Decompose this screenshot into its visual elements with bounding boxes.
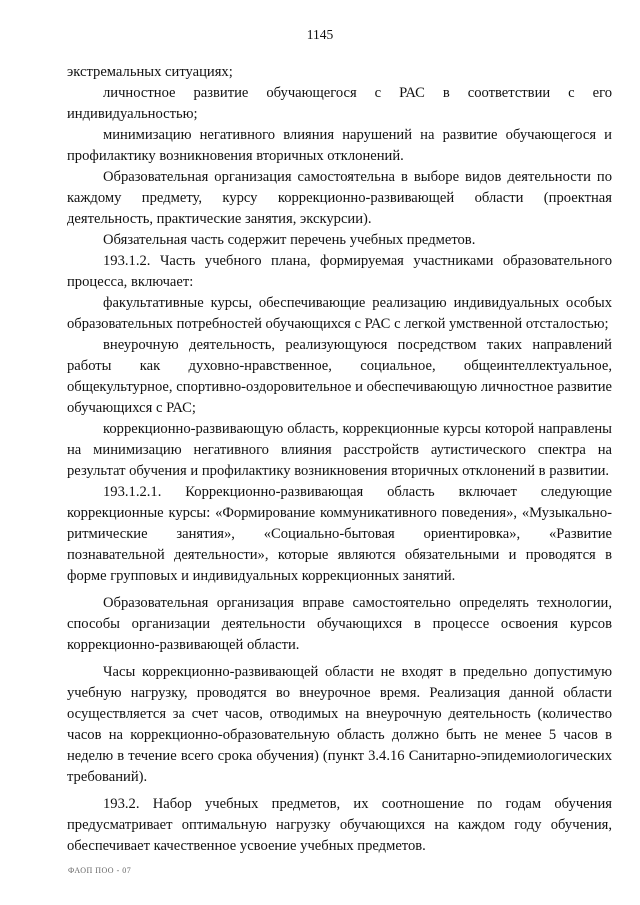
document-body [67, 62, 612, 857]
paragraph: личностное развитие обучающегося с РАС в соответствии с его индивидуальностью; [67, 85, 612, 122]
page-number: 1145 [306, 27, 334, 42]
paragraph: Образовательная организация вправе самостоятельно определять технологии, способы организации деятельности обучающихся в процессе освоения курсов коррекционно-развивающей области. [67, 595, 612, 653]
paragraph: Образовательная организация самостоятельна в выборе видов деятельности по каждому предмету, курсу коррекционно-развивающей области (проектная деятельность, практические занятия, экскурсии). [67, 169, 612, 227]
paragraph: экстремальных ситуациях; [67, 64, 233, 80]
paragraph: внеурочную деятельность, реализующуюся посредством таких направлений работы как духовно-нравственное, социальное, общеинтеллектуальное, общекультурное, спортивно-оздоровительное и обеспечивающую личностное развитие обучающихся с РАС; [67, 337, 612, 416]
paragraph: 193.2. Набор учебных предметов, их соотношение по годам обучения предусматривает оптимальную нагрузку обучающихся на каждом году обучения, обеспечивает качественное усвоение учебных предметов. [67, 796, 612, 854]
paragraph: Обязательная часть содержит перечень учебных предметов. [103, 232, 476, 248]
paragraph: 193.1.2. Часть учебного плана, формируемая участниками образовательного процесса, включает: [67, 253, 612, 290]
paragraph: 193.1.2.1. Коррекционно-развивающая область включает следующие коррекционные курсы: «Формирование коммуникативного поведения», «Музыкально-ритмические занятия», «Социально-бытовая ориентировка», «Развитие познавательной деятельности», которые являются обязательными и проводятся в форме групповых и индивидуальных коррекционных занятий. [67, 484, 612, 584]
paragraph: Часы коррекционно-развивающей области не входят в предельно допустимую учебную нагрузку, проводятся во внеурочное время. Реализация данной области осуществляется за счет часов, отводимых на внеурочную деятельность (количество часов на коррекционно-образовательную область должно быть не менее 5 часов в неделю в течение всего срока обучения) (пункт 3.4.16 Санитарно-эпидемиологических требований). [67, 664, 612, 785]
paragraph: минимизацию негативного влияния нарушений на развитие обучающегося и профилактику возникновения вторичных отклонений. [67, 127, 612, 164]
footer-code: ФАОП ПОО - 07 [68, 866, 132, 875]
paragraph: факультативные курсы, обеспечивающие реализацию индивидуальных особых образовательных потребностей обучающихся с РАС с легкой умственной отсталостью; [67, 295, 612, 332]
paragraph: коррекционно-развивающую область, коррекционные курсы которой направлены на минимизацию негативного влияния расстройств аутистического спектра на результат обучения и профилактику возникновения вторичных отклонений в развитии. [67, 421, 612, 479]
